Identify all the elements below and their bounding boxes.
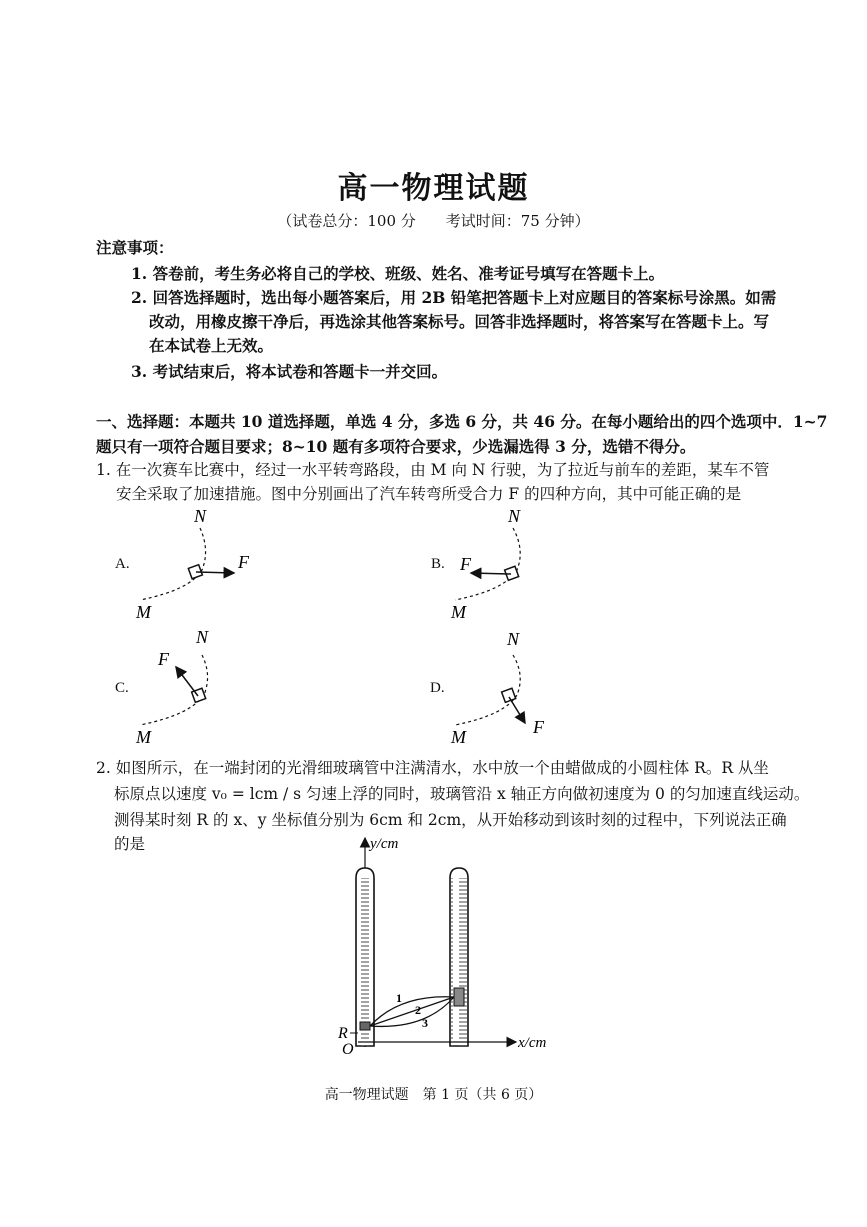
exam-info: （试卷总分：100 分 考试时间：75 分钟） — [277, 212, 590, 230]
label-m: M — [451, 602, 466, 622]
q1-option-a: A. — [115, 556, 130, 572]
y-axis-label: y/cm — [370, 836, 399, 852]
label-m: M — [136, 727, 151, 747]
label-f: F — [158, 649, 169, 669]
q2-stem-line-3: 测得某时刻 R 的 x、y 坐标值分别为 6cm 和 2cm，从开始移动到该时刻的过程中，下列说法正确 — [114, 811, 787, 829]
origin-label: O — [342, 1041, 354, 1058]
notice-item-2-cont: 改动，用橡皮擦干净后，再选涂其他答案标号。回答非选择题时，将答案写在答题卡上。写 — [149, 312, 770, 331]
notice-item-1: 1. 答卷前，考生务必将自己的学校、班级、姓名、准考证号填写在答题卡上。 — [131, 264, 665, 283]
q1-stem-line-1: 1. 在一次赛车比赛中，经过一水平转弯路段，由 M 向 N 行驶，为了拉近与前车的差距，某车不管 — [96, 461, 770, 479]
q1-option-b: B. — [431, 556, 445, 572]
section-heading: 一、选择题：本题共 10 道选择题，单选 4 分，多选 6 分，共 46 分。在每小题给出的四个选项中．1~7 — [96, 412, 828, 431]
q2-stem-line-2: 标原点以速度 v₀ = lcm / s 匀速上浮的同时，玻璃管沿 x 轴正方向做初速度为 0 的匀加速直线运动。 — [114, 785, 810, 803]
label-n: N — [507, 629, 520, 649]
q1-option-d: D. — [430, 680, 445, 696]
path-label-1: 1 — [396, 991, 402, 1005]
path-label-2: 2 — [415, 1003, 421, 1017]
label-f: F — [533, 717, 544, 737]
q1-option-c: C. — [115, 680, 129, 696]
x-axis-label: x/cm — [518, 1035, 547, 1051]
label-n: N — [196, 627, 209, 647]
q1-diagram-d — [445, 625, 585, 750]
q2-stem-line-1: 2. 如图所示，在一端封闭的光滑细玻璃管中注满清水，水中放一个由蜡做成的小圆柱体 R。R 从坐 — [96, 759, 769, 777]
label-n: N — [508, 506, 521, 526]
q2-figure — [330, 832, 570, 1062]
notice-item-2: 2. 回答选择题时，选出每小题答案后，用 2B 铅笔把答题卡上对应题目的答案标号涂黑。如需 — [131, 288, 777, 307]
q1-diagram-b — [445, 500, 585, 630]
path-label-3: 3 — [422, 1016, 428, 1030]
q1-diagram-c — [130, 625, 270, 750]
label-m: M — [451, 727, 466, 747]
r-label: R — [338, 1025, 348, 1042]
label-f: F — [460, 554, 471, 574]
page-title: 高一物理试题 — [337, 171, 530, 206]
page-footer: 高一物理试题 第 1 页（共 6 页） — [324, 1087, 543, 1103]
section-heading-cont: 题只有一项符合题目要求；8~10 题有多项符合要求，少选漏选得 3 分，选错不得分。 — [96, 437, 696, 456]
q1-diagram-a — [130, 500, 270, 630]
q2-stem-line-4: 的是 — [114, 835, 146, 853]
notice-item-2-cont2: 在本试卷上无效。 — [149, 336, 274, 355]
label-n: N — [194, 506, 207, 526]
label-m: M — [136, 602, 151, 622]
q1-stem-line-2: 安全采取了加速措施。图中分别画出了汽车转弯所受合力 F 的四种方向，其中可能正确的是 — [116, 485, 742, 503]
label-f: F — [238, 552, 249, 572]
notice-heading: 注意事项： — [96, 238, 174, 257]
notice-item-3: 3. 考试结束后，将本试卷和答题卡一并交回。 — [131, 362, 448, 381]
